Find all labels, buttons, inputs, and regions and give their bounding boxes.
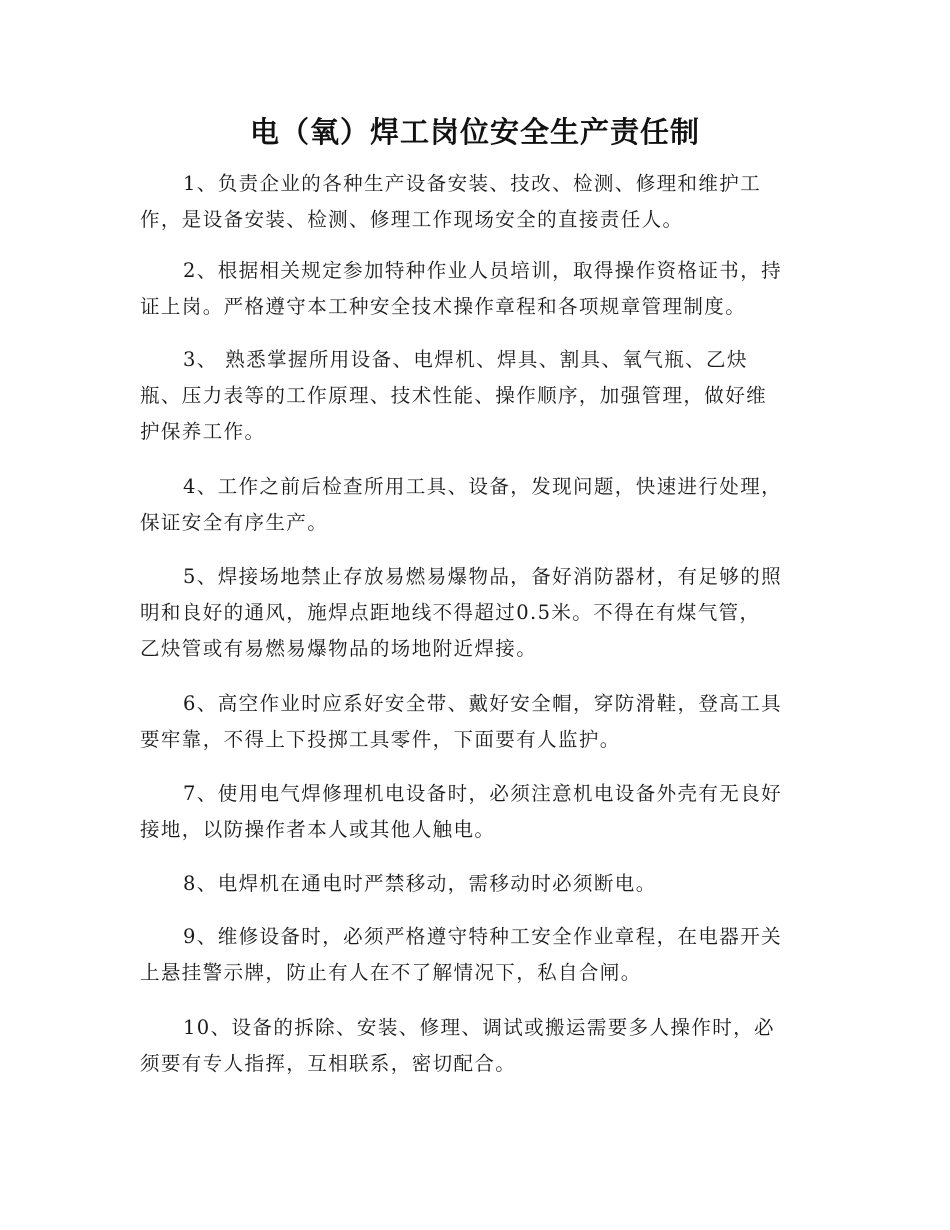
paragraph-7 — [140, 776, 810, 848]
paragraph-line: 作，是设备安装、检测、修理工作现场安全的直接责任人。 — [140, 208, 684, 231]
paragraph-line: 10、设备的拆除、安装、修理、调试或搬运需要多人操作时，必 — [183, 1016, 775, 1039]
paragraph-3 — [140, 342, 810, 450]
paragraph-line: 明和良好的通风，施焊点距地线不得超过0.5米。不得在有煤气管， — [140, 601, 761, 624]
paragraph-4 — [140, 469, 810, 541]
paragraph-9 — [140, 919, 810, 991]
paragraph-line: 5、焊接场地禁止存放易燃易爆物品，备好消防器材，有足够的照 — [183, 565, 783, 588]
paragraph-line: 须要有专人指挥，互相联系，密切配合。 — [140, 1052, 517, 1075]
paragraph-line: 8、电焊机在通电时严禁移动，需移动时必须断电。 — [183, 872, 657, 895]
paragraph-line: 护保养工作。 — [140, 420, 266, 443]
paragraph-line: 6、高空作业时应系好安全带、戴好安全帽，穿防滑鞋，登高工具 — [183, 692, 783, 715]
paragraph-line: 乙炔管或有易燃易爆物品的场地附近焊接。 — [140, 637, 538, 660]
paragraph-line: 上悬挂警示牌，防止有人在不了解情况下，私自合闸。 — [140, 961, 642, 984]
paragraph-line: 保证安全有序生产。 — [140, 511, 329, 534]
paragraph-line: 2、根据相关规定参加特种作业人员培训，取得操作资格证书，持 — [183, 259, 783, 282]
paragraph-2 — [140, 253, 810, 325]
paragraph-line: 接地，以防操作者本人或其他人触电。 — [140, 818, 496, 841]
paragraph-8 — [140, 866, 810, 902]
paragraph-line: 证上岗。严格遵守本工种安全技术操作章程和各项规章管理制度。 — [140, 295, 747, 318]
paragraph-1 — [140, 166, 810, 238]
paragraph-6 — [140, 686, 810, 758]
document-title: 电（氧）焊工岗位安全生产责任制 — [249, 115, 700, 149]
paragraph-line: 1、负责企业的各种生产设备安装、技改、检测、修理和维护工 — [183, 172, 762, 195]
paragraph-line: 4、工作之前后检查所用工具、设备，发现问题，快速进行处理， — [183, 475, 783, 498]
paragraph-line: 瓶、压力表等的工作原理、技术性能、操作顺序，加强管理，做好维 — [140, 384, 768, 407]
paragraph-line: 7、使用电气焊修理机电设备时，必须注意机电设备外壳有无良好 — [183, 782, 783, 805]
paragraph-10 — [140, 1010, 810, 1082]
paragraph-line: 9、维修设备时，必须严格遵守特种工安全作业章程，在电器开关 — [183, 925, 783, 948]
paragraph-5 — [140, 559, 810, 667]
paragraph-line: 要牢靠，不得上下投掷工具零件，下面要有人监护。 — [140, 728, 621, 751]
paragraph-line: 3、 熟悉掌握所用设备、电焊机、焊具、割具、氧气瓶、乙炔 — [183, 348, 748, 371]
